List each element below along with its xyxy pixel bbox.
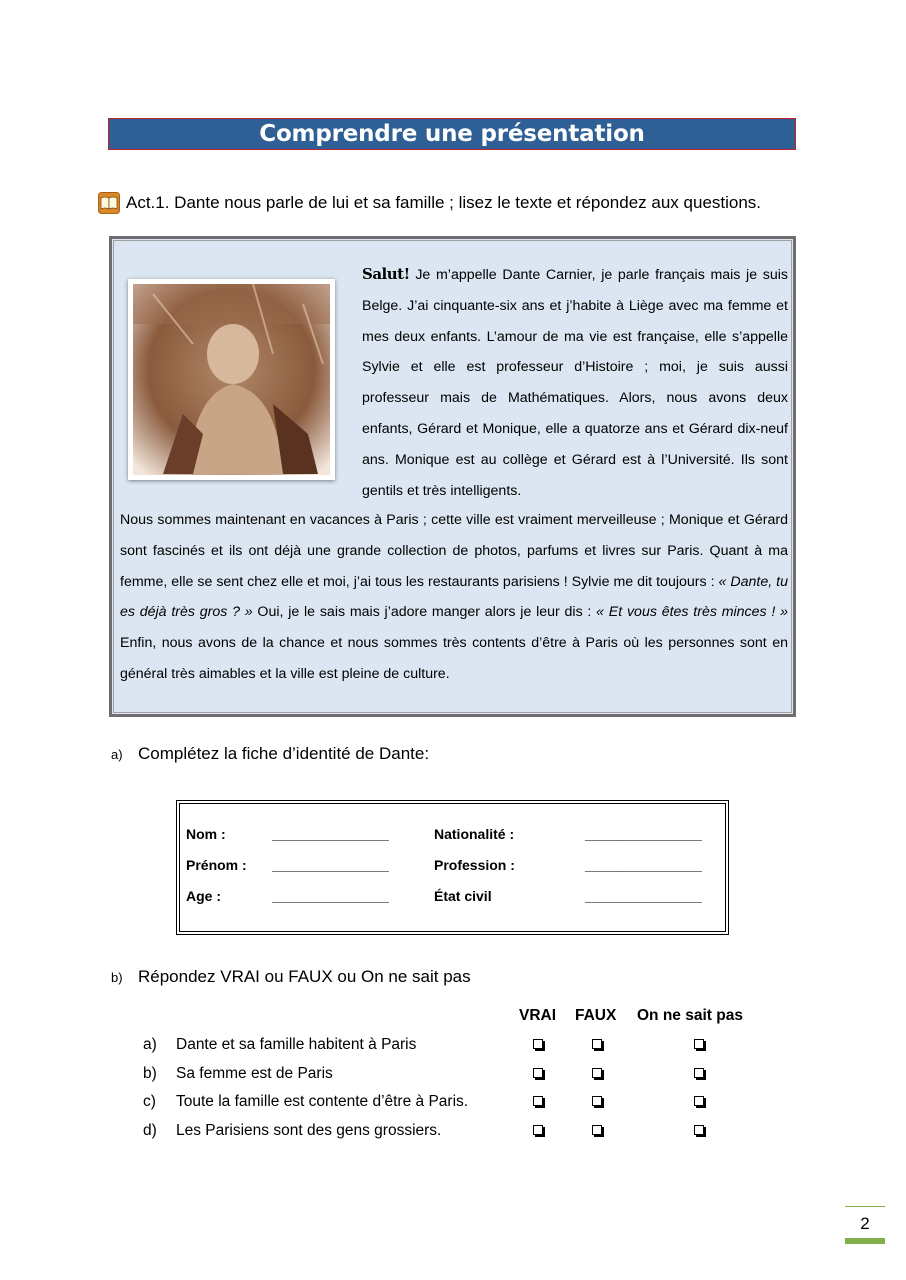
- field-label-nom: Nom :: [186, 826, 226, 842]
- checkbox-icon[interactable]: [592, 1039, 602, 1049]
- question-text: Répondez VRAI ou FAUX ou On ne sait pas: [138, 967, 471, 986]
- book-icon: [98, 192, 120, 214]
- reading-text-box: [109, 236, 796, 717]
- paragraph-2-part-3: Enfin, nous avons de la chance et nous sommes très contents d’être à Paris où les personnes sont en général très aimables et la ville est pleine de culture.: [120, 635, 788, 682]
- checkbox-icon[interactable]: [533, 1039, 543, 1049]
- field-label-age: Age :: [186, 888, 221, 904]
- blank-nom[interactable]: _______________: [272, 826, 389, 842]
- question-a: [111, 744, 429, 764]
- column-header-vrai: VRAI: [519, 1007, 557, 1024]
- statement-text: Sa femme est de Paris: [176, 1065, 333, 1082]
- page-title: Comprendre une présentation: [108, 118, 796, 150]
- checkbox-icon[interactable]: [694, 1039, 704, 1049]
- field-label-etat-civil: État civil: [434, 888, 492, 904]
- field-label-nationalite: Nationalité :: [434, 826, 515, 842]
- checkbox-icon[interactable]: [592, 1096, 602, 1106]
- checkbox-icon[interactable]: [694, 1125, 704, 1135]
- blank-age[interactable]: _______________: [272, 888, 389, 904]
- question-b: [111, 967, 471, 987]
- quote-1: « Dante, tu es déjà très gros ? »: [120, 573, 788, 621]
- checkbox-icon[interactable]: [694, 1096, 704, 1106]
- statement-text: Les Parisiens sont des gens grossiers.: [176, 1122, 442, 1139]
- checkbox-icon[interactable]: [533, 1096, 543, 1106]
- column-header-faux: FAUX: [575, 1007, 617, 1024]
- checkbox-icon[interactable]: [533, 1125, 543, 1135]
- blank-prenom[interactable]: _______________: [272, 857, 389, 873]
- activity-text: Act.1. Dante nous parle de lui et sa famille ; lisez le texte et répondez aux questions.: [126, 193, 762, 212]
- checkbox-icon[interactable]: [592, 1068, 602, 1078]
- page-number: 2: [845, 1206, 885, 1244]
- checkbox-icon[interactable]: [694, 1068, 704, 1078]
- identity-card: [176, 800, 729, 935]
- page-number-accent-bar: [845, 1238, 885, 1244]
- question-text: Complétez la fiche d’identité de Dante:: [138, 744, 430, 763]
- paragraph-1: Je m’appelle Dante Carnier, je parle français mais je suis Belge. J’ai cinquante-six ans et j’habite à Liège avec ma femme et mes deux enfants. L’amour de ma vie est française, elle s’appelle Sylvie et elle est professeur d’Histoire ; moi, je suis aussi professeur mais de Mathématiques. Alors, nous avons deux enfants, Gérard et Monique, elle a quatorze ans et Gérard dix-neuf ans. Monique est au collège et Gérard est à l’Université. Ils sont gentils et très intelligents.: [362, 267, 788, 499]
- statement-letter: c): [143, 1093, 156, 1110]
- portrait-photo: [128, 279, 335, 480]
- column-header-on-ne-sait-pas: On ne sait pas: [637, 1007, 743, 1024]
- quote-2: « Et vous êtes très minces ! »: [596, 604, 789, 621]
- greeting: Salut!: [362, 265, 410, 283]
- statement-text: Toute la famille est contente d’être à Paris.: [176, 1093, 469, 1110]
- field-label-profession: Profession :: [434, 857, 515, 873]
- checkbox-icon[interactable]: [533, 1068, 543, 1078]
- statement-letter: d): [143, 1122, 157, 1139]
- statement-letter: a): [143, 1036, 157, 1053]
- field-label-prenom: Prénom :: [186, 857, 247, 873]
- paragraph-2-part-1: Nous sommes maintenant en vacances à Paris ; cette ville est vraiment merveilleuse ; Monique et Gérard sont fascinés et ils ont déjà une grande collection de photos, parfums et livres sur Paris. Quant à ma femme, elle se sent chez elle et moi, j’ai tous les restaurants parisiens ! Sylvie me dit toujours :: [120, 512, 788, 590]
- paragraph-2-part-2: Oui, je le sais mais j’adore manger alors je leur dis :: [252, 604, 597, 621]
- blank-profession[interactable]: _______________: [585, 857, 702, 873]
- blank-etat-civil[interactable]: _______________: [585, 888, 702, 904]
- question-letter: a): [111, 747, 123, 762]
- blank-nationalite[interactable]: _______________: [585, 826, 702, 842]
- statement-letter: b): [143, 1065, 157, 1082]
- question-letter: b): [111, 970, 123, 985]
- statement-text: Dante et sa famille habitent à Paris: [176, 1036, 417, 1053]
- activity-instruction: [98, 192, 761, 214]
- checkbox-icon[interactable]: [592, 1125, 602, 1135]
